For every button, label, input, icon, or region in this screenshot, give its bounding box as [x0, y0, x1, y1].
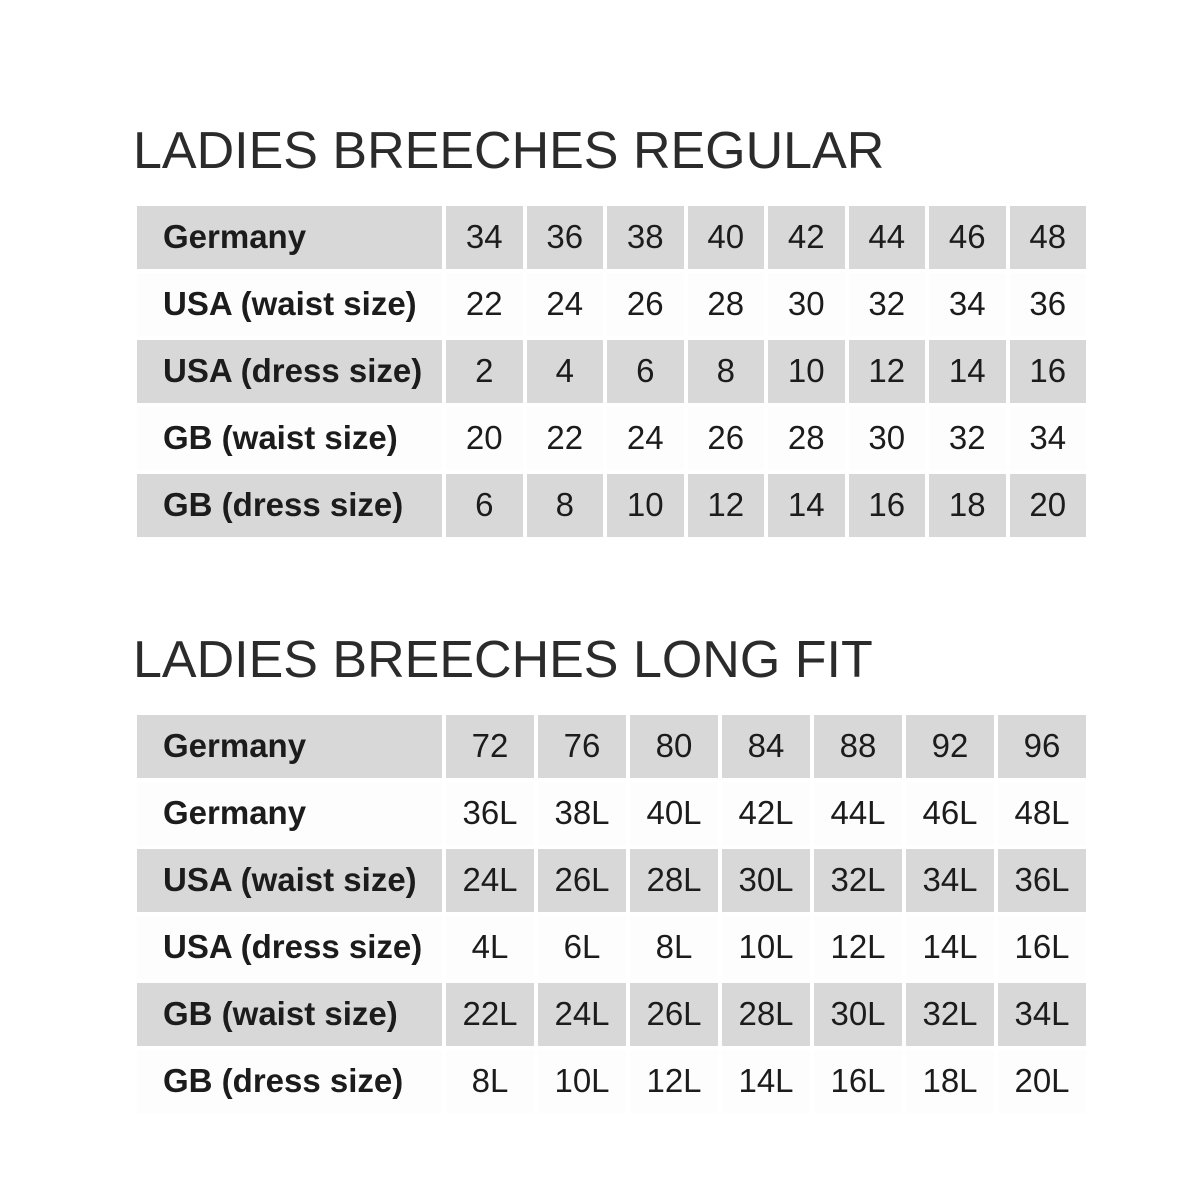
size-cell: 14L: [722, 1050, 810, 1113]
size-cell: 6L: [538, 916, 626, 979]
size-cell: 72: [446, 715, 534, 778]
size-cell: 14: [768, 474, 845, 537]
size-cell: 30: [768, 273, 845, 336]
size-cell: 48: [1010, 206, 1087, 269]
row-label: GB (dress size): [137, 474, 442, 537]
size-cell: 38: [607, 206, 684, 269]
row-label: Germany: [137, 206, 442, 269]
size-cell: 10L: [722, 916, 810, 979]
size-cell: 20L: [998, 1050, 1086, 1113]
size-cell: 32: [929, 407, 1006, 470]
size-cell: 16L: [998, 916, 1086, 979]
size-cell: 34: [1010, 407, 1087, 470]
size-cell: 32L: [814, 849, 902, 912]
size-row: [137, 206, 1086, 269]
size-cell: 12L: [814, 916, 902, 979]
size-cell: 12: [849, 340, 926, 403]
size-cell: 18: [929, 474, 1006, 537]
size-cell: 84: [722, 715, 810, 778]
size-cell: 8: [527, 474, 604, 537]
size-cell: 4L: [446, 916, 534, 979]
size-cell: 14L: [906, 916, 994, 979]
size-table-section: [133, 631, 1090, 1117]
size-cell: 42L: [722, 782, 810, 845]
size-cell: 88: [814, 715, 902, 778]
size-cell: 30L: [814, 983, 902, 1046]
size-cell: 76: [538, 715, 626, 778]
table-title: LADIES BREECHES LONG FIT: [133, 630, 873, 689]
size-cell: 12L: [630, 1050, 718, 1113]
size-cell: 20: [1010, 474, 1087, 537]
size-cell: 14: [929, 340, 1006, 403]
size-cell: 16: [1010, 340, 1087, 403]
size-cell: 12: [688, 474, 765, 537]
size-cell: 10: [607, 474, 684, 537]
size-cell: 28L: [630, 849, 718, 912]
size-cell: 36L: [446, 782, 534, 845]
size-cell: 36: [527, 206, 604, 269]
size-cell: 40L: [630, 782, 718, 845]
size-cell: 8L: [446, 1050, 534, 1113]
size-row: [137, 407, 1086, 470]
row-label: USA (dress size): [137, 916, 442, 979]
size-cell: 26: [607, 273, 684, 336]
size-cell: 80: [630, 715, 718, 778]
size-cell: 28: [768, 407, 845, 470]
row-label: USA (dress size): [137, 340, 442, 403]
size-cell: 44L: [814, 782, 902, 845]
size-cell: 40: [688, 206, 765, 269]
size-cell: 10L: [538, 1050, 626, 1113]
size-cell: 24: [607, 407, 684, 470]
size-cell: 26: [688, 407, 765, 470]
size-row: [137, 474, 1086, 537]
size-cell: 6: [607, 340, 684, 403]
size-cell: 28: [688, 273, 765, 336]
size-row: [137, 273, 1086, 336]
size-cell: 10: [768, 340, 845, 403]
row-label: GB (waist size): [137, 407, 442, 470]
size-cell: 28L: [722, 983, 810, 1046]
size-cell: 48L: [998, 782, 1086, 845]
size-cell: 34L: [906, 849, 994, 912]
size-cell: 16: [849, 474, 926, 537]
size-cell: 30L: [722, 849, 810, 912]
size-grid: [133, 711, 1090, 1117]
size-cell: 46: [929, 206, 1006, 269]
size-row: [137, 1050, 1086, 1113]
size-cell: 38L: [538, 782, 626, 845]
size-cell: 22: [527, 407, 604, 470]
size-cell: 36: [1010, 273, 1087, 336]
size-cell: 8L: [630, 916, 718, 979]
size-cell: 96: [998, 715, 1086, 778]
row-label: USA (waist size): [137, 849, 442, 912]
size-row: [137, 916, 1086, 979]
size-cell: 42: [768, 206, 845, 269]
size-row: [137, 340, 1086, 403]
size-cell: 44: [849, 206, 926, 269]
table-title: LADIES BREECHES REGULAR: [133, 122, 885, 180]
row-label: GB (dress size): [137, 1050, 442, 1113]
size-cell: 92: [906, 715, 994, 778]
size-cell: 26L: [630, 983, 718, 1046]
size-chart-document: [133, 122, 1090, 1117]
size-cell: 34L: [998, 983, 1086, 1046]
size-row: [137, 983, 1086, 1046]
size-grid: [133, 202, 1090, 541]
row-label: Germany: [137, 715, 442, 778]
size-table-section: [133, 122, 1090, 541]
row-label: GB (waist size): [137, 983, 442, 1046]
size-cell: 26L: [538, 849, 626, 912]
size-cell: 6: [446, 474, 523, 537]
size-cell: 34: [446, 206, 523, 269]
size-cell: 30: [849, 407, 926, 470]
size-cell: 24: [527, 273, 604, 336]
size-cell: 16L: [814, 1050, 902, 1113]
size-cell: 24L: [446, 849, 534, 912]
size-cell: 18L: [906, 1050, 994, 1113]
size-cell: 24L: [538, 983, 626, 1046]
size-cell: 20: [446, 407, 523, 470]
row-label: USA (waist size): [137, 273, 442, 336]
size-row: [137, 849, 1086, 912]
size-cell: 34: [929, 273, 1006, 336]
size-cell: 46L: [906, 782, 994, 845]
size-cell: 22: [446, 273, 523, 336]
size-cell: 36L: [998, 849, 1086, 912]
size-cell: 4: [527, 340, 604, 403]
size-row: [137, 782, 1086, 845]
size-cell: 32L: [906, 983, 994, 1046]
size-cell: 2: [446, 340, 523, 403]
size-cell: 8: [688, 340, 765, 403]
size-cell: 22L: [446, 983, 534, 1046]
row-label: Germany: [137, 782, 442, 845]
size-cell: 32: [849, 273, 926, 336]
size-row: [137, 715, 1086, 778]
